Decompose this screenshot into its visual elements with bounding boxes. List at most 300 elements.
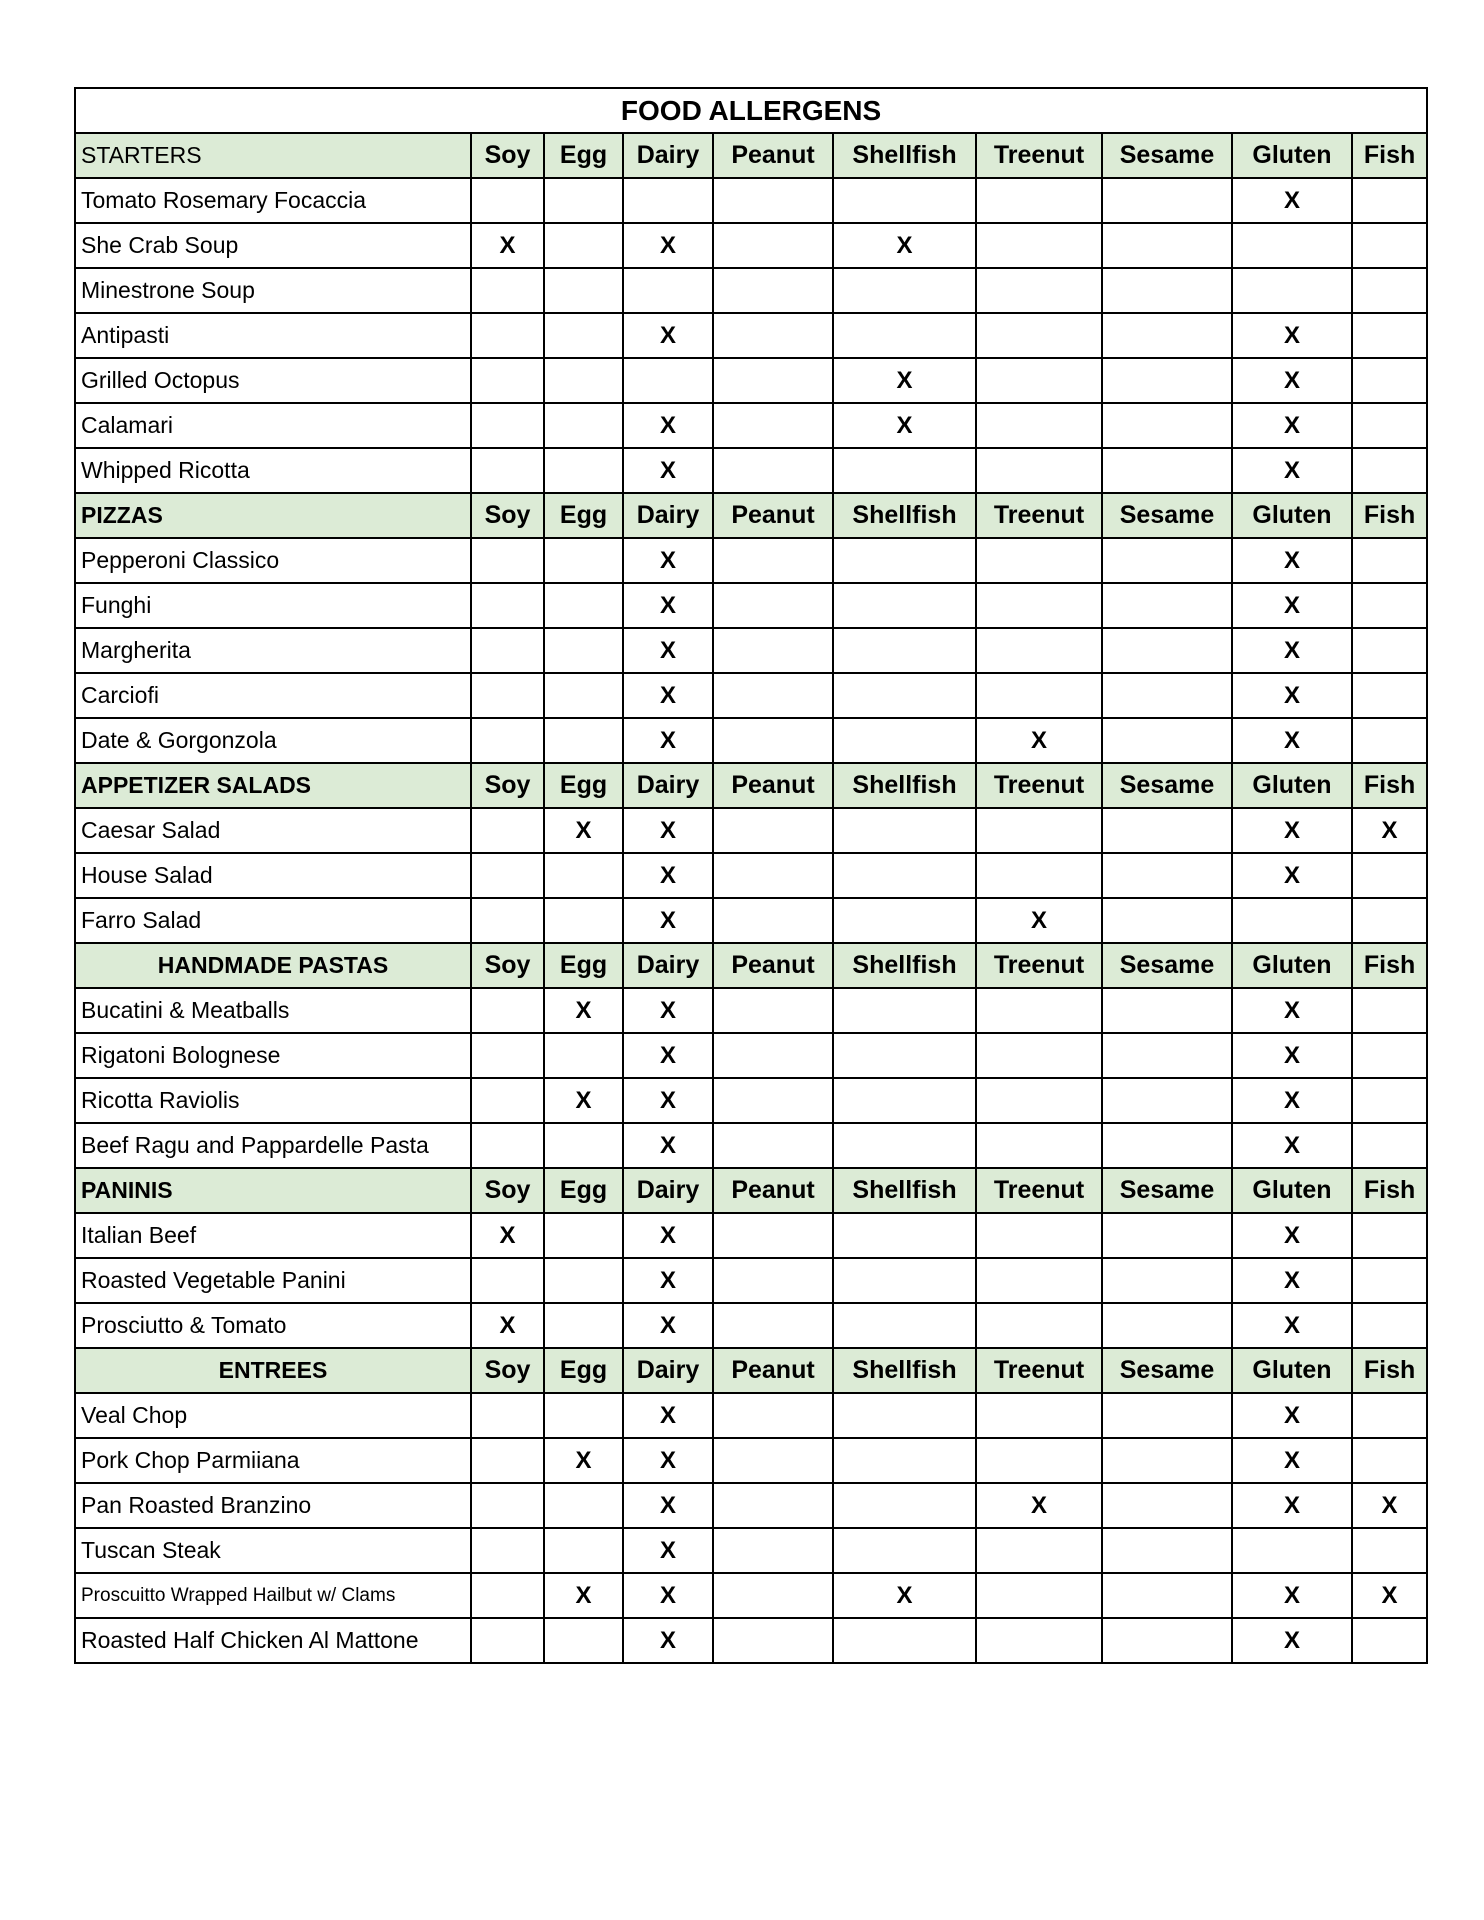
allergen-cell-empty — [833, 1438, 976, 1483]
allergen-mark-gluten: X — [1232, 1618, 1352, 1663]
allergen-mark-dairy: X — [623, 1528, 713, 1573]
dish-name: Pan Roasted Branzino — [75, 1483, 471, 1528]
page-title: FOOD ALLERGENS — [75, 88, 1427, 133]
allergen-cell-empty — [1102, 808, 1232, 853]
allergen-cell-empty — [471, 538, 544, 583]
allergen-cell-empty — [1352, 358, 1427, 403]
allergen-cell-empty — [713, 583, 833, 628]
table-row — [75, 673, 1427, 718]
column-header-shellfish: Shellfish — [833, 1168, 976, 1213]
table-row — [75, 808, 1427, 853]
dish-name: Margherita — [75, 628, 471, 673]
allergen-cell-empty — [713, 1618, 833, 1663]
allergen-cell-empty — [1352, 1213, 1427, 1258]
allergen-cell-empty — [471, 448, 544, 493]
column-header-dairy: Dairy — [623, 1348, 713, 1393]
allergen-cell-empty — [1102, 898, 1232, 943]
allergen-cell-empty — [1102, 1393, 1232, 1438]
allergen-cell-empty — [544, 1258, 623, 1303]
allergen-cell-empty — [544, 583, 623, 628]
allergen-mark-dairy: X — [623, 448, 713, 493]
allergen-mark-dairy: X — [623, 853, 713, 898]
dish-name: Roasted Vegetable Panini — [75, 1258, 471, 1303]
allergen-mark-soy: X — [471, 1213, 544, 1258]
allergen-cell-empty — [544, 1528, 623, 1573]
dish-name: Carciofi — [75, 673, 471, 718]
allergen-cell-empty — [1352, 1618, 1427, 1663]
allergen-cell-empty — [1102, 223, 1232, 268]
allergen-cell-empty — [471, 1123, 544, 1168]
table-row — [75, 988, 1427, 1033]
allergen-cell-empty — [976, 1213, 1102, 1258]
allergen-mark-soy: X — [471, 223, 544, 268]
table-row — [75, 223, 1427, 268]
column-header-peanut: Peanut — [713, 943, 833, 988]
section-header-row — [75, 493, 1427, 538]
allergen-cell-empty — [976, 853, 1102, 898]
allergen-cell-empty — [1102, 1528, 1232, 1573]
table-row — [75, 1438, 1427, 1483]
allergen-mark-dairy: X — [623, 718, 713, 763]
allergen-cell-empty — [713, 223, 833, 268]
allergen-mark-shellfish: X — [833, 223, 976, 268]
table-row — [75, 853, 1427, 898]
allergen-cell-empty — [713, 1483, 833, 1528]
allergen-mark-dairy: X — [623, 1438, 713, 1483]
section-header-row — [75, 1168, 1427, 1213]
allergen-cell-empty — [713, 988, 833, 1033]
allergen-mark-gluten: X — [1232, 1393, 1352, 1438]
allergen-mark-dairy: X — [623, 538, 713, 583]
allergen-cell-empty — [976, 358, 1102, 403]
allergen-cell-empty — [833, 1033, 976, 1078]
allergen-cell-empty — [471, 808, 544, 853]
table-row — [75, 1258, 1427, 1303]
allergen-cell-empty — [544, 1123, 623, 1168]
dish-name: Prosciutto & Tomato — [75, 1303, 471, 1348]
column-header-soy: Soy — [471, 133, 544, 178]
allergen-cell-empty — [833, 673, 976, 718]
table-row — [75, 1303, 1427, 1348]
allergen-cell-empty — [1102, 448, 1232, 493]
allergen-cell-empty — [1102, 538, 1232, 583]
allergen-mark-gluten: X — [1232, 1438, 1352, 1483]
allergen-cell-empty — [1352, 403, 1427, 448]
allergen-cell-empty — [833, 583, 976, 628]
column-header-dairy: Dairy — [623, 133, 713, 178]
allergen-cell-empty — [471, 1438, 544, 1483]
allergen-mark-dairy: X — [623, 1303, 713, 1348]
table-row — [75, 1078, 1427, 1123]
allergen-cell-empty — [1352, 853, 1427, 898]
table-row — [75, 1528, 1427, 1573]
allergen-cell-empty — [1102, 1078, 1232, 1123]
allergen-mark-treenut: X — [976, 1483, 1102, 1528]
allergen-cell-empty — [544, 448, 623, 493]
allergen-mark-fish: X — [1352, 808, 1427, 853]
column-header-treenut: Treenut — [976, 1348, 1102, 1393]
allergen-cell-empty — [471, 1573, 544, 1618]
allergen-mark-dairy: X — [623, 1393, 713, 1438]
allergen-mark-treenut: X — [976, 898, 1102, 943]
allergen-mark-dairy: X — [623, 1078, 713, 1123]
allergen-mark-dairy: X — [623, 583, 713, 628]
allergen-cell-empty — [976, 223, 1102, 268]
column-header-fish: Fish — [1352, 133, 1427, 178]
allergen-mark-gluten: X — [1232, 1123, 1352, 1168]
table-row — [75, 538, 1427, 583]
allergen-mark-gluten: X — [1232, 538, 1352, 583]
allergen-cell-empty — [976, 268, 1102, 313]
allergen-cell-empty — [471, 313, 544, 358]
allergen-cell-empty — [713, 1573, 833, 1618]
allergen-cell-empty — [544, 403, 623, 448]
allergen-mark-fish: X — [1352, 1483, 1427, 1528]
allergen-cell-empty — [471, 673, 544, 718]
allergen-cell-empty — [833, 1618, 976, 1663]
column-header-soy: Soy — [471, 1168, 544, 1213]
allergen-cell-empty — [1352, 1033, 1427, 1078]
allergen-mark-treenut: X — [976, 718, 1102, 763]
allergen-cell-empty — [544, 1033, 623, 1078]
section-title: APPETIZER SALADS — [75, 763, 471, 808]
allergen-cell-empty — [1102, 1033, 1232, 1078]
dish-name: Bucatini & Meatballs — [75, 988, 471, 1033]
column-header-egg: Egg — [544, 1168, 623, 1213]
allergen-cell-empty — [544, 898, 623, 943]
allergen-cell-empty — [1102, 1123, 1232, 1168]
allergen-cell-empty — [544, 853, 623, 898]
allergen-mark-gluten: X — [1232, 1258, 1352, 1303]
allergen-cell-empty — [976, 1438, 1102, 1483]
column-header-gluten: Gluten — [1232, 763, 1352, 808]
dish-name: Ricotta Raviolis — [75, 1078, 471, 1123]
table-row — [75, 403, 1427, 448]
column-header-sesame: Sesame — [1102, 1348, 1232, 1393]
allergen-cell-empty — [976, 448, 1102, 493]
allergen-cell-empty — [976, 1258, 1102, 1303]
allergen-cell-empty — [713, 673, 833, 718]
allergen-cell-empty — [1352, 673, 1427, 718]
dish-name: Pepperoni Classico — [75, 538, 471, 583]
column-header-sesame: Sesame — [1102, 133, 1232, 178]
allergen-mark-gluten: X — [1232, 1303, 1352, 1348]
allergen-cell-empty — [713, 1528, 833, 1573]
table-row — [75, 1618, 1427, 1663]
allergen-cell-empty — [544, 673, 623, 718]
allergen-mark-shellfish: X — [833, 403, 976, 448]
allergen-cell-empty — [544, 1213, 623, 1258]
table-row — [75, 448, 1427, 493]
allergen-cell-empty — [623, 268, 713, 313]
allergen-cell-empty — [1102, 268, 1232, 313]
allergen-cell-empty — [833, 1078, 976, 1123]
dish-name: Whipped Ricotta — [75, 448, 471, 493]
allergen-cell-empty — [471, 1618, 544, 1663]
column-header-treenut: Treenut — [976, 763, 1102, 808]
allergen-mark-gluten: X — [1232, 1213, 1352, 1258]
allergen-cell-empty — [471, 403, 544, 448]
allergen-cell-empty — [544, 1618, 623, 1663]
dish-name: She Crab Soup — [75, 223, 471, 268]
table-row — [75, 583, 1427, 628]
allergen-cell-empty — [1352, 448, 1427, 493]
column-header-gluten: Gluten — [1232, 1168, 1352, 1213]
column-header-egg: Egg — [544, 763, 623, 808]
allergen-cell-empty — [713, 268, 833, 313]
dish-name: Grilled Octopus — [75, 358, 471, 403]
allergen-mark-gluten: X — [1232, 448, 1352, 493]
allergen-cell-empty — [1102, 673, 1232, 718]
section-title: PIZZAS — [75, 493, 471, 538]
column-header-shellfish: Shellfish — [833, 493, 976, 538]
allergen-cell-empty — [1352, 1258, 1427, 1303]
allergen-mark-gluten: X — [1232, 583, 1352, 628]
column-header-egg: Egg — [544, 943, 623, 988]
dish-name: Caesar Salad — [75, 808, 471, 853]
allergen-mark-dairy: X — [623, 988, 713, 1033]
dish-name: Minestrone Soup — [75, 268, 471, 313]
allergen-cell-empty — [1352, 583, 1427, 628]
column-header-treenut: Treenut — [976, 493, 1102, 538]
allergen-cell-empty — [976, 583, 1102, 628]
allergen-mark-shellfish: X — [833, 1573, 976, 1618]
column-header-gluten: Gluten — [1232, 943, 1352, 988]
table-row — [75, 1123, 1427, 1168]
column-header-egg: Egg — [544, 493, 623, 538]
allergen-cell-empty — [471, 583, 544, 628]
section-title: ENTREES — [75, 1348, 471, 1393]
allergen-cell-empty — [1232, 898, 1352, 943]
allergen-mark-dairy: X — [623, 1258, 713, 1303]
allergen-cell-empty — [713, 1213, 833, 1258]
allergen-cell-empty — [1352, 1303, 1427, 1348]
column-header-soy: Soy — [471, 943, 544, 988]
allergen-cell-empty — [1352, 1528, 1427, 1573]
allergen-cell-empty — [713, 358, 833, 403]
allergen-cell-empty — [713, 808, 833, 853]
allergen-cell-empty — [833, 1528, 976, 1573]
allergen-table — [74, 87, 1428, 1664]
allergen-cell-empty — [713, 403, 833, 448]
allergen-cell-empty — [713, 313, 833, 358]
allergen-cell-empty — [1102, 313, 1232, 358]
allergen-mark-gluten: X — [1232, 358, 1352, 403]
allergen-cell-empty — [471, 1033, 544, 1078]
section-header-row — [75, 763, 1427, 808]
allergen-cell-empty — [1352, 628, 1427, 673]
allergen-cell-empty — [976, 1528, 1102, 1573]
allergen-cell-empty — [713, 1123, 833, 1168]
dish-name: Beef Ragu and Pappardelle Pasta — [75, 1123, 471, 1168]
allergen-cell-empty — [713, 1033, 833, 1078]
column-header-gluten: Gluten — [1232, 133, 1352, 178]
allergen-cell-empty — [713, 178, 833, 223]
allergen-mark-dairy: X — [623, 673, 713, 718]
column-header-sesame: Sesame — [1102, 763, 1232, 808]
allergen-cell-empty — [544, 1483, 623, 1528]
allergen-mark-gluten: X — [1232, 673, 1352, 718]
table-row — [75, 1033, 1427, 1078]
allergen-cell-empty — [713, 718, 833, 763]
table-row — [75, 1393, 1427, 1438]
column-header-soy: Soy — [471, 763, 544, 808]
allergen-cell-empty — [833, 1123, 976, 1168]
allergen-cell-empty — [1352, 538, 1427, 583]
allergen-cell-empty — [1232, 1528, 1352, 1573]
dish-name: Pork Chop Parmiiana — [75, 1438, 471, 1483]
allergen-cell-empty — [1352, 898, 1427, 943]
allergen-cell-empty — [976, 178, 1102, 223]
table-row — [75, 1213, 1427, 1258]
allergen-mark-gluten: X — [1232, 1483, 1352, 1528]
allergen-mark-egg: X — [544, 1438, 623, 1483]
column-header-peanut: Peanut — [713, 1168, 833, 1213]
allergen-cell-empty — [1102, 403, 1232, 448]
allergen-cell-empty — [976, 1078, 1102, 1123]
column-header-egg: Egg — [544, 1348, 623, 1393]
allergen-mark-fish: X — [1352, 1573, 1427, 1618]
allergen-cell-empty — [1352, 1438, 1427, 1483]
allergen-cell-empty — [833, 313, 976, 358]
allergen-cell-empty — [1352, 178, 1427, 223]
section-header-row — [75, 1348, 1427, 1393]
column-header-fish: Fish — [1352, 763, 1427, 808]
allergen-cell-empty — [713, 538, 833, 583]
allergen-mark-egg: X — [544, 988, 623, 1033]
allergen-cell-empty — [471, 628, 544, 673]
column-header-peanut: Peanut — [713, 763, 833, 808]
column-header-gluten: Gluten — [1232, 493, 1352, 538]
allergen-cell-empty — [833, 898, 976, 943]
allergen-cell-empty — [713, 1258, 833, 1303]
allergen-cell-empty — [833, 808, 976, 853]
dish-name: House Salad — [75, 853, 471, 898]
allergen-cell-empty — [1232, 223, 1352, 268]
allergen-mark-gluten: X — [1232, 853, 1352, 898]
allergen-cell-empty — [976, 808, 1102, 853]
allergen-cell-empty — [976, 538, 1102, 583]
allergen-cell-empty — [471, 1483, 544, 1528]
column-header-soy: Soy — [471, 493, 544, 538]
column-header-sesame: Sesame — [1102, 493, 1232, 538]
allergen-cell-empty — [544, 628, 623, 673]
allergen-mark-egg: X — [544, 1078, 623, 1123]
allergen-cell-empty — [976, 1303, 1102, 1348]
table-row — [75, 268, 1427, 313]
allergen-cell-empty — [471, 1393, 544, 1438]
table-row — [75, 1483, 1427, 1528]
table-row — [75, 1573, 1427, 1618]
column-header-dairy: Dairy — [623, 493, 713, 538]
allergen-cell-empty — [544, 223, 623, 268]
dish-name: Italian Beef — [75, 1213, 471, 1258]
allergen-cell-empty — [544, 268, 623, 313]
column-header-peanut: Peanut — [713, 1348, 833, 1393]
allergen-cell-empty — [1102, 583, 1232, 628]
column-header-fish: Fish — [1352, 943, 1427, 988]
allergen-cell-empty — [471, 268, 544, 313]
allergen-cell-empty — [833, 1393, 976, 1438]
allergen-mark-gluten: X — [1232, 178, 1352, 223]
dish-name: Roasted Half Chicken Al Mattone — [75, 1618, 471, 1663]
allergen-mark-gluten: X — [1232, 808, 1352, 853]
allergen-cell-empty — [1102, 178, 1232, 223]
column-header-soy: Soy — [471, 1348, 544, 1393]
allergen-cell-empty — [471, 1528, 544, 1573]
dish-name: Funghi — [75, 583, 471, 628]
allergen-cell-empty — [713, 898, 833, 943]
dish-name: Tuscan Steak — [75, 1528, 471, 1573]
allergen-cell-empty — [471, 898, 544, 943]
allergen-cell-empty — [1102, 628, 1232, 673]
allergen-mark-dairy: X — [623, 223, 713, 268]
allergen-mark-dairy: X — [623, 628, 713, 673]
allergen-mark-dairy: X — [623, 313, 713, 358]
allergen-mark-gluten: X — [1232, 988, 1352, 1033]
allergen-cell-empty — [713, 1438, 833, 1483]
allergen-cell-empty — [1232, 268, 1352, 313]
column-header-egg: Egg — [544, 133, 623, 178]
allergen-cell-empty — [1352, 223, 1427, 268]
allergen-cell-empty — [1352, 1393, 1427, 1438]
allergen-cell-empty — [471, 358, 544, 403]
allergen-mark-dairy: X — [623, 1033, 713, 1078]
table-row — [75, 718, 1427, 763]
allergen-cell-empty — [1352, 313, 1427, 358]
allergen-mark-dairy: X — [623, 898, 713, 943]
allergen-mark-egg: X — [544, 1573, 623, 1618]
title-row — [75, 88, 1427, 133]
allergen-mark-soy: X — [471, 1303, 544, 1348]
allergen-cell-empty — [544, 178, 623, 223]
allergen-mark-dairy: X — [623, 1213, 713, 1258]
dish-name: Antipasti — [75, 313, 471, 358]
allergen-cell-empty — [1102, 1213, 1232, 1258]
column-header-fish: Fish — [1352, 1348, 1427, 1393]
table-row — [75, 358, 1427, 403]
allergen-cell-empty — [1102, 718, 1232, 763]
column-header-dairy: Dairy — [623, 943, 713, 988]
allergen-cell-empty — [1102, 1258, 1232, 1303]
allergen-cell-empty — [833, 628, 976, 673]
column-header-peanut: Peanut — [713, 133, 833, 178]
allergen-mark-gluten: X — [1232, 403, 1352, 448]
allergen-mark-gluten: X — [1232, 1033, 1352, 1078]
allergen-cell-empty — [1102, 1303, 1232, 1348]
column-header-shellfish: Shellfish — [833, 943, 976, 988]
column-header-treenut: Treenut — [976, 133, 1102, 178]
allergen-cell-empty — [976, 1033, 1102, 1078]
allergen-cell-empty — [976, 1573, 1102, 1618]
allergen-cell-empty — [833, 448, 976, 493]
section-header-row — [75, 943, 1427, 988]
allergen-cell-empty — [713, 1393, 833, 1438]
allergen-cell-empty — [544, 718, 623, 763]
allergen-cell-empty — [1352, 268, 1427, 313]
allergen-cell-empty — [833, 1258, 976, 1303]
column-header-peanut: Peanut — [713, 493, 833, 538]
dish-name: Tomato Rosemary Focaccia — [75, 178, 471, 223]
allergen-mark-dairy: X — [623, 1618, 713, 1663]
allergen-cell-empty — [713, 853, 833, 898]
allergen-cell-empty — [833, 1303, 976, 1348]
table-row — [75, 313, 1427, 358]
allergen-mark-gluten: X — [1232, 718, 1352, 763]
allergen-cell-empty — [713, 448, 833, 493]
allergen-cell-empty — [1102, 1573, 1232, 1618]
allergen-mark-egg: X — [544, 808, 623, 853]
